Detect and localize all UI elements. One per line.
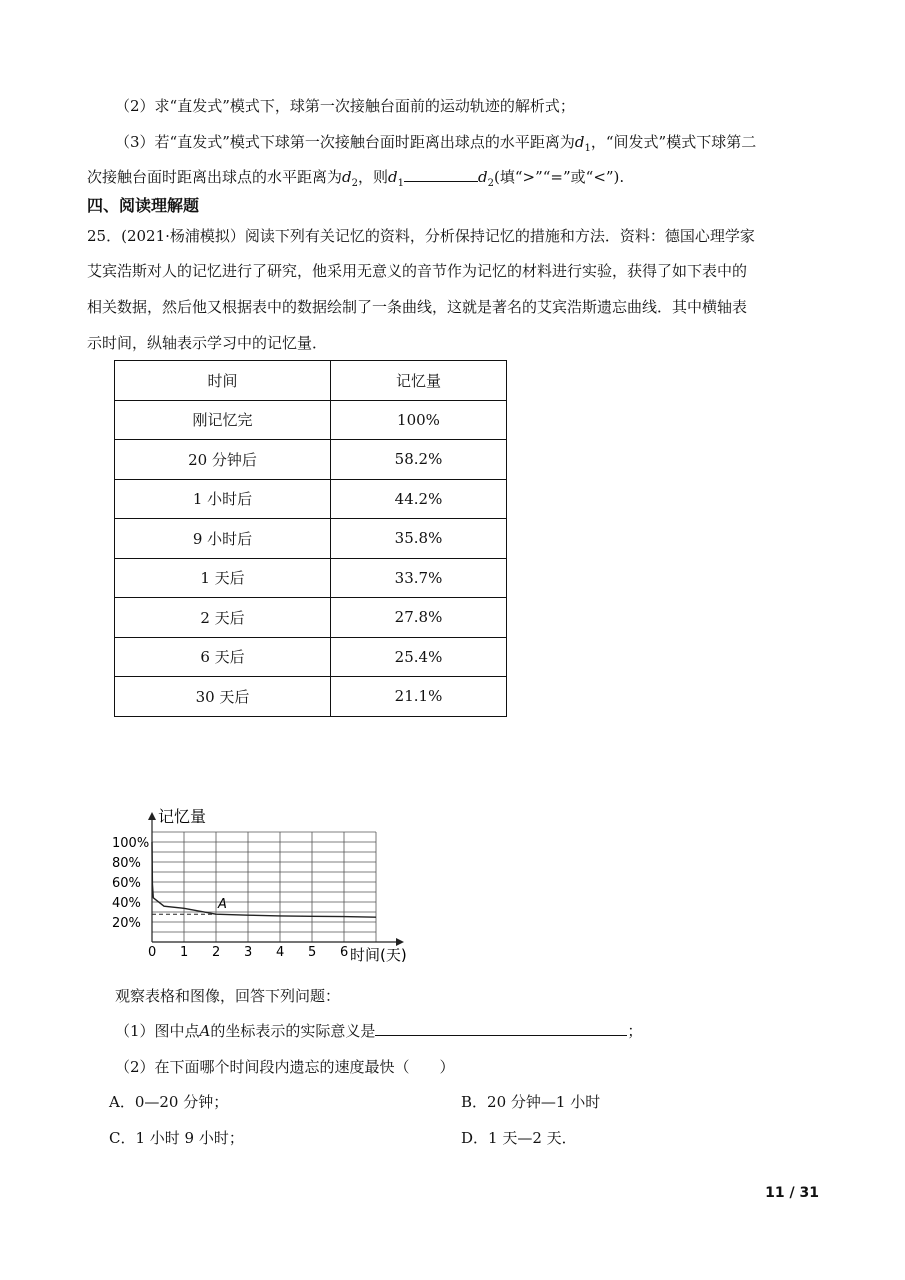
subscript: 2 (351, 178, 358, 189)
y-tick-label: 100% (112, 836, 150, 851)
q24-part2: （2）求“直发式”模式下，球第一次接触台面前的运动轨迹的解析式； (115, 97, 575, 115)
q25-observe: 观察表格和图像，回答下列问题： (115, 987, 341, 1005)
q24-part3-line1 (115, 131, 756, 160)
table-row (115, 598, 507, 638)
subscript: 1 (584, 143, 591, 154)
option-a[interactable]: A．0—20 分钟； (109, 1093, 229, 1111)
table-cell-memory: 21.1% (331, 677, 507, 717)
x-tick-label: 2 (212, 945, 221, 960)
table-header-row (115, 361, 507, 401)
y-tick-labels (112, 836, 149, 931)
y-axis-arrow (148, 812, 156, 820)
table-cell-time: 1 天后 (115, 558, 331, 598)
table-cell-memory: 58.2% (331, 440, 507, 480)
q25-intro-line: 示时间，纵轴表示学习中的记忆量． (87, 334, 328, 352)
point-a-ref: A (199, 1022, 211, 1040)
option-c[interactable]: C．1 小时 9 小时； (109, 1129, 244, 1147)
x-tick-labels (148, 945, 348, 960)
section-heading: 四、阅读理解题 (87, 196, 200, 215)
subscript: 1 (397, 178, 404, 189)
table-cell-time: 20 分钟后 (115, 440, 331, 480)
answer-blank[interactable] (404, 167, 478, 182)
x-tick-label: 3 (244, 945, 253, 960)
q25-sub1-text: 的坐标表示的实际意义是 (210, 1022, 376, 1040)
memory-table (114, 360, 507, 717)
q25-sub1-text: ； (627, 1022, 643, 1040)
q25-sub1-text: （1）图中点 (115, 1022, 200, 1040)
answer-blank[interactable] (375, 1021, 627, 1036)
table-cell-time: 2 天后 (115, 598, 331, 638)
option-b[interactable]: B．20 分钟—1 小时 (461, 1093, 601, 1111)
table-row (115, 400, 507, 440)
y-tick-label: 80% (112, 856, 141, 871)
table-cell-memory: 27.8% (331, 598, 507, 638)
q25-intro-line: 相关数据，然后他又根据表中的数据绘制了一条曲线，这就是著名的艾宾浩斯遗忘曲线．其中横轴表 (87, 298, 748, 316)
y-tick-label: 40% (112, 896, 141, 911)
forgetting-curve-chart (100, 722, 420, 972)
q25-sub2: （2）在下面哪个时间段内遗忘的速度最快（ ） (115, 1058, 455, 1076)
page-number: 11 / 31 (765, 1185, 819, 1201)
var-d: d (342, 168, 352, 186)
table-header-memory: 记忆量 (331, 361, 507, 401)
option-d[interactable]: D．1 天—2 天． (461, 1129, 577, 1147)
q25-sub1 (115, 1020, 642, 1042)
table-cell-memory: 33.7% (331, 558, 507, 598)
q24-part3-text: 次接触台面时距离出球点的水平距离为 (87, 168, 343, 186)
table-row (115, 637, 507, 677)
x-tick-label: 1 (180, 945, 189, 960)
table-cell-time: 6 天后 (115, 637, 331, 677)
chart-grid (152, 832, 376, 942)
y-tick-label: 20% (112, 916, 141, 931)
q24-part3-text: （3）若“直发式”模式下球第一次接触台面时距离出球点的水平距离为 (115, 133, 575, 151)
table-cell-memory: 44.2% (331, 479, 507, 519)
table-header-time: 时间 (115, 361, 331, 401)
y-axis-label: 记忆量 (158, 807, 207, 826)
q25-intro-line: 艾宾浩斯对人的记忆进行了研究，他采用无意义的音节作为记忆的材料进行实验，获得了如下表中的 (87, 262, 748, 280)
q24-part3-line2 (87, 166, 624, 195)
table-row (115, 479, 507, 519)
q24-part3-text: (填“>”“=”或“<”). (493, 168, 625, 186)
x-tick-label: 4 (276, 945, 285, 960)
var-d: d (388, 168, 398, 186)
table-cell-time: 9 小时后 (115, 519, 331, 559)
x-tick-label: 0 (148, 945, 157, 960)
q24-part3-text: ，“间发式”模式下球第二 (590, 133, 757, 151)
table-cell-memory: 25.4% (331, 637, 507, 677)
point-a-label: A (218, 897, 227, 913)
var-d: d (574, 133, 585, 151)
table-cell-memory: 100% (331, 400, 507, 440)
q25-intro-line: 25．(2021·杨浦模拟）阅读下列有关记忆的资料，分析保持记忆的措施和方法．资料：德国心理学家 (87, 227, 755, 245)
table-cell-time: 1 小时后 (115, 479, 331, 519)
var-d: d (478, 168, 488, 186)
forgetting-curve-line (152, 842, 376, 917)
x-tick-label: 5 (308, 945, 317, 960)
table-cell-time: 刚记忆完 (115, 400, 331, 440)
x-axis-arrow (396, 938, 404, 946)
y-tick-label: 60% (112, 876, 141, 891)
x-tick-label: 6 (340, 945, 349, 960)
table-row (115, 677, 507, 717)
q24-part3-text: ，则 (358, 168, 389, 186)
table-row (115, 519, 507, 559)
x-axis-label: 时间(天) (350, 946, 407, 964)
table-row (115, 558, 507, 598)
subscript: 2 (487, 178, 494, 189)
table-cell-memory: 35.8% (331, 519, 507, 559)
table-cell-time: 30 天后 (115, 677, 331, 717)
table-row (115, 440, 507, 480)
